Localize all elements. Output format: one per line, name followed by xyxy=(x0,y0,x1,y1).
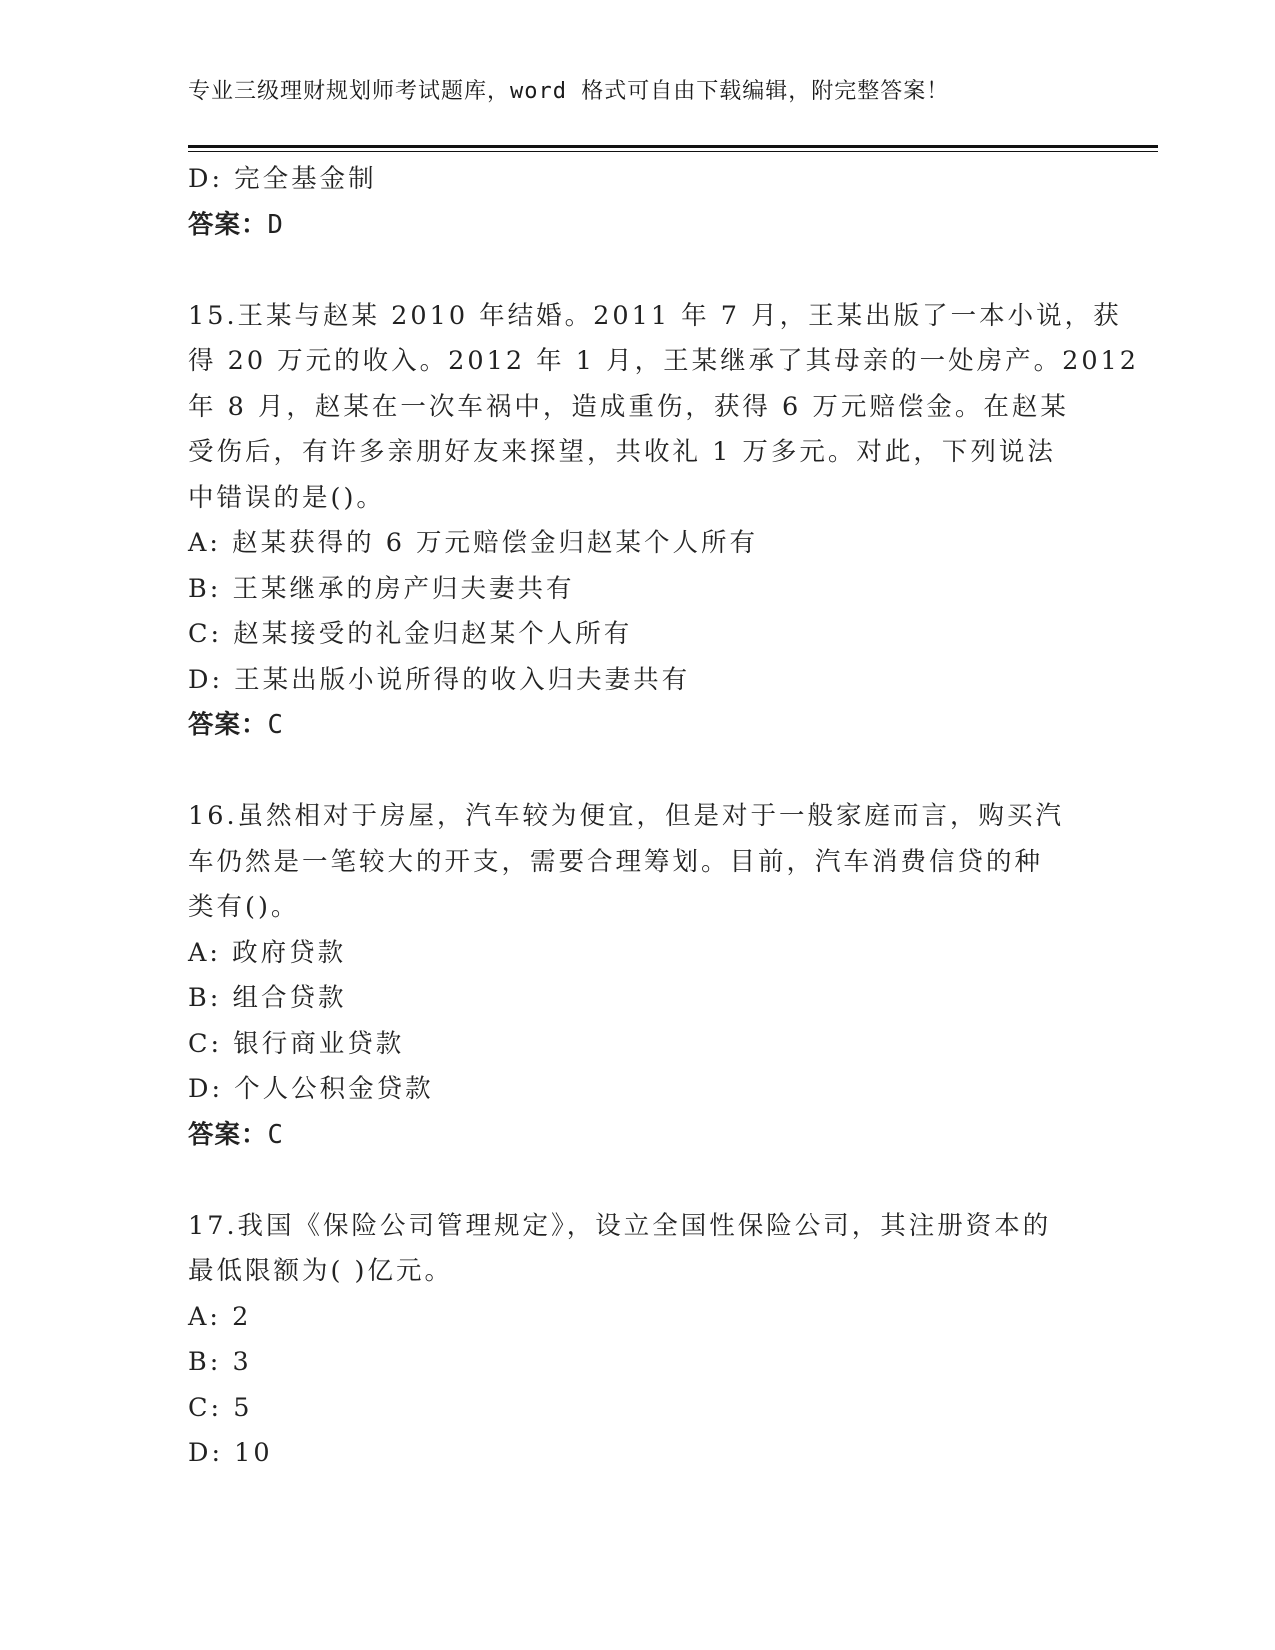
prev-question-tail xyxy=(188,157,1088,248)
header-divider-thick xyxy=(188,145,1158,148)
document-body xyxy=(188,157,1139,1477)
question-17 xyxy=(188,1204,1088,1477)
option-c: C: 5 xyxy=(188,1392,253,1423)
answer-line: 答案：C xyxy=(188,710,284,740)
option-d: D: 完全基金制 xyxy=(188,164,377,194)
option-c: C: 赵某接受的礼金归赵某个人所有 xyxy=(188,619,633,649)
option-b: B: 组合贷款 xyxy=(188,983,347,1013)
question-text-line: 类有()。 xyxy=(188,892,300,922)
option-b: B: 3 xyxy=(188,1347,252,1377)
question-text-line: 车仍然是一笔较大的开支，需要合理筹划。目前，汽车消费信贷的种 xyxy=(188,846,1044,877)
question-text-line: 17.我国《保险公司管理规定》，设立全国性保险公司，其注册资本的 xyxy=(188,1210,1052,1241)
question-text-line: 年 8 月，赵某在一次车祸中，造成重伤，获得 6 万元赔偿金。在赵某 xyxy=(188,391,1069,422)
page-header: 专业三级理财规划师考试题库，word 格式可自由下载编辑，附完整答案！ xyxy=(188,79,950,104)
question-text-line: 16.虽然相对于房屋，汽车较为便宜，但是对于一般家庭而言，购买汽 xyxy=(188,801,1065,831)
question-text-line: 受伤后，有许多亲朋好友来探望，共收礼 1 万多元。对此，下列说法 xyxy=(188,437,1056,467)
option-a: A: 赵某获得的 6 万元赔偿金归赵某个人所有 xyxy=(188,528,759,558)
answer-line: 答案：D xyxy=(188,209,284,240)
answer-line: 答案：C xyxy=(188,1119,284,1150)
option-a: A: 2 xyxy=(188,1301,252,1332)
option-d: D: 王某出版小说所得的收入归夫妻共有 xyxy=(188,664,691,695)
question-text-line: 中错误的是()。 xyxy=(188,482,385,513)
option-a: A: 政府贷款 xyxy=(188,937,347,968)
question-text-line: 得 20 万元的收入。2012 年 1 月，王某继承了其母亲的一处房产。2012 xyxy=(188,346,1139,376)
question-text-line: 最低限额为( )亿元。 xyxy=(188,1256,454,1286)
option-d: D: 10 xyxy=(188,1438,273,1468)
header-divider-thin xyxy=(188,151,1158,152)
option-d: D: 个人公积金贷款 xyxy=(188,1074,434,1104)
question-16 xyxy=(188,794,1088,1158)
option-b: B: 王某继承的房产归夫妻共有 xyxy=(188,573,575,604)
option-c: C: 银行商业贷款 xyxy=(188,1028,405,1059)
question-text-line: 15.王某与赵某 2010 年结婚。2011 年 7 月，王某出版了一本小说，获 xyxy=(188,300,1122,331)
question-15 xyxy=(188,294,1139,749)
